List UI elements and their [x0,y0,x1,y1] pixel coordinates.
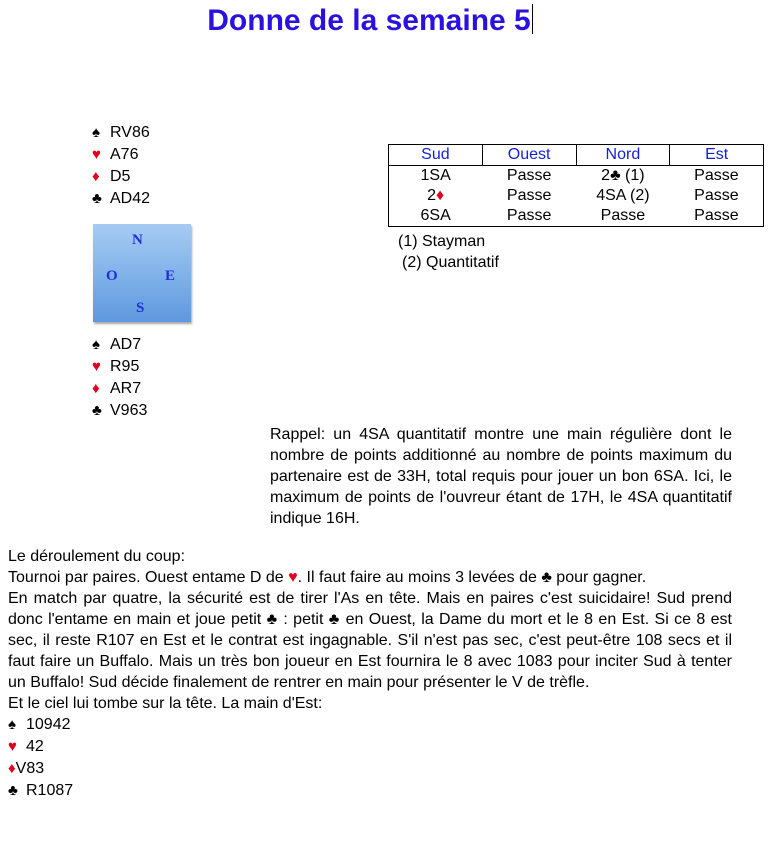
club-icon: ♣ [328,611,341,628]
compass-box [93,224,191,322]
east-hearts-row [8,736,732,758]
story-paragraph-1 [8,567,732,588]
spade-icon: ♠ [92,124,100,141]
east-spades-row [8,714,732,736]
north-hand [92,122,150,210]
story-text: Tournoi par paires. Ouest entame D de [8,569,289,586]
bidding-row [389,206,764,227]
diamond-icon: ♦ [435,187,445,204]
club-icon: ♣ [8,782,18,799]
story-intro: Le déroulement du coup: [8,548,186,565]
story-text: En match par quatre, la sécurité est de tirer l'As en tête. Mais en paires c'est suicidaire! Sud prend donc l'entame en main et joue petit [8,590,732,628]
compass-west: O [106,268,118,284]
header-nord: Nord [576,145,670,166]
south-hearts-row [92,356,147,378]
bid-cell: Passe [670,206,764,227]
east-clubs: R1087 [26,782,74,799]
east-diamonds-row [8,758,732,780]
bidding-notes [398,231,499,273]
south-clubs: V963 [110,402,148,419]
north-spades: RV86 [110,124,150,141]
bid-cell: Passe [576,206,670,227]
heart-icon: ♥ [8,738,17,755]
bid-cell: Passe [482,206,576,227]
club-icon: ♣ [541,569,552,586]
bid-clubs-text: 2♣ (1) [601,167,645,184]
story-text: en Ouest, la Dame du mort et le 8 en Est. Si ce 8 est sec, il reste R107 en Est et le contrat est ingagnable. S'il n'est pas sec, c'est peut-être 108 secs et il faut faire un Buffalo. Mais un très bon joueur en Est fournira le 8 avec 1083 pour inciter Sud à tenter un Buffalo! Sud décide finalement de rentrer en main pour présenter le V de trèfle. [8,611,732,691]
south-hand [92,334,147,422]
header-ouest: Ouest [482,145,576,166]
spade-icon: ♠ [92,336,100,353]
east-spades: 10942 [26,716,71,733]
header-est: Est [670,145,764,166]
story-paragraph-2 [8,588,732,693]
north-spades-row [92,122,150,144]
bid-cell: 6SA [389,206,483,227]
story-text: pour gagner. [551,569,647,586]
north-hearts: A76 [110,146,139,163]
bid-cell: Passe [670,186,764,206]
north-clubs-row [92,188,150,210]
diamond-icon: ♦ [8,760,16,777]
bid-cell [389,186,483,206]
diamond-icon: ♦ [92,168,100,185]
play-description [8,546,732,802]
bidding-header-row [389,145,764,166]
east-hearts: 42 [26,738,44,755]
title-text: Donne de la semaine 5 [207,4,531,37]
bid-cell: Passe [670,166,764,187]
north-diamonds: D5 [110,168,131,185]
diamond-icon: ♦ [92,380,100,397]
south-clubs-row [92,400,147,422]
east-hand [8,714,732,802]
text-caret [532,4,533,34]
north-clubs: AD42 [110,190,151,207]
heart-icon: ♥ [92,358,101,375]
bid-diamonds-text: 2♦ [427,187,445,204]
bidding-row [389,166,764,187]
bid-cell: Passe [506,187,552,204]
bid-cell: 1SA [389,166,483,187]
spade-icon: ♠ [8,716,16,733]
story-text: : petit [277,611,329,628]
compass-south: S [136,300,145,316]
heart-icon: ♥ [92,146,101,163]
bid-cell [576,166,670,187]
bid-cell: Passe [506,167,552,184]
club-icon: ♣ [266,611,278,628]
header-sud: Sud [389,145,483,166]
south-diamonds: AR7 [110,380,142,397]
club-icon: ♣ [92,190,102,207]
bid-cell: 4SA (2) [596,187,650,204]
compass-east: E [165,268,176,284]
story-text: . Il faut faire au moins 3 levées de [297,569,542,586]
rappel-paragraph: Rappel: un 4SA quantitatif montre une main régulière dont le nombre de points additionné au nombre de points maximum du partenaire est de 33H, total requis pour jouer un bon 6SA. Ici, le maximum de points de l'ouvreur étant de 17H, le 4SA quantitatif indique 16H. [270,426,732,527]
club-icon: ♣ [92,402,102,419]
south-hearts: R95 [110,358,140,375]
east-diamonds: V83 [15,760,45,777]
story-paragraph-3: Et le ciel lui tombe sur la tête. La main d'Est: [8,695,323,712]
south-spades-row [92,334,147,356]
heart-icon: ♥ [288,569,298,586]
compass-north: N [132,232,143,248]
note-quantitatif: (2) Quantitatif [402,254,499,271]
north-diamonds-row [92,166,150,188]
north-hearts-row [92,144,150,166]
bidding-table [388,144,764,227]
page-title [0,4,776,38]
bidding-row [389,186,764,206]
note-stayman: (1) Stayman [398,233,486,250]
south-spades: AD7 [110,336,142,353]
east-clubs-row [8,780,732,802]
south-diamonds-row [92,378,147,400]
